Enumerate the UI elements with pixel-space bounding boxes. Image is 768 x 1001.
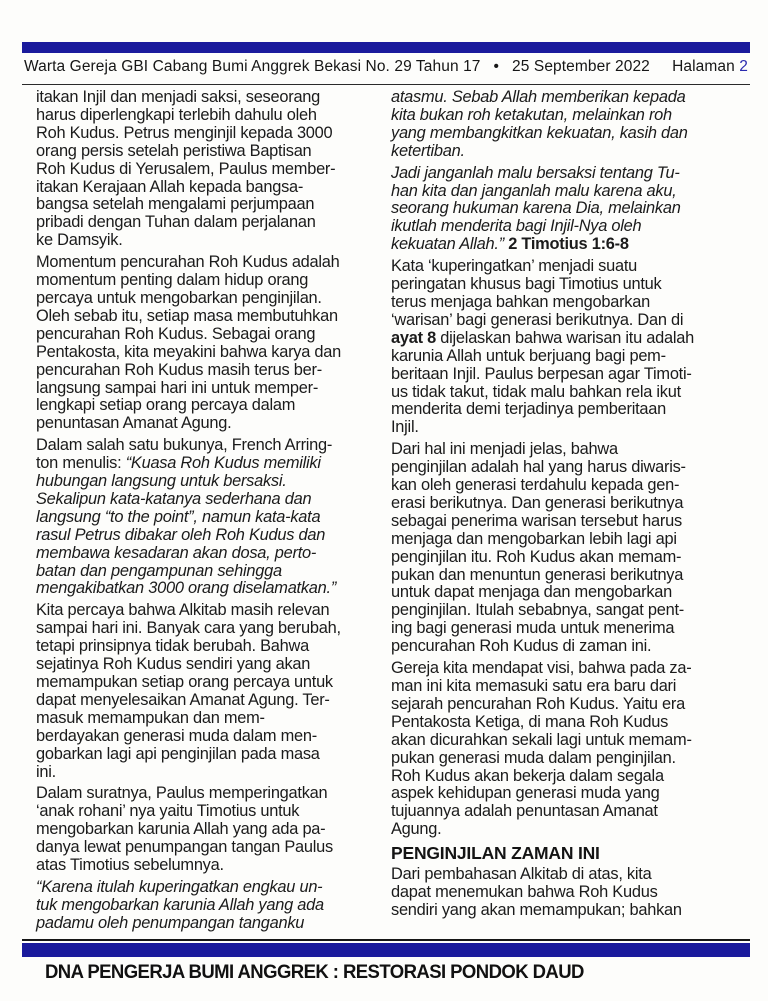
text-segment: ayat 8 — [391, 328, 436, 347]
text-segment: itakan Injil dan menjadi saksi, seseorang harus diperlengkapi terlebih dahulu oleh Roh Kudus. Petrus menginjil kepada 3000 orang persis setelah peristiwa Baptisan Roh Kudus di Yerusalem, Paulus member- itakan Kerajaan Allah kepada bangsa- bangsa setelah mengalami perjumpaan pribadi dengan Tuhan dalam perjalanan ke Damsyik. — [36, 88, 336, 250]
page-number: 2 — [739, 58, 748, 75]
footer-accent-bar — [22, 943, 750, 957]
paragraph — [36, 602, 377, 781]
paragraph — [36, 879, 377, 933]
paragraph — [391, 258, 746, 437]
column-left — [36, 89, 377, 937]
paragraph — [391, 441, 746, 656]
text-segment: Momentum pencurahan Roh Kudus adalah momentum penting dalam hidup orang percaya untuk mengobarkan penginjilan. Oleh sebab itu, setiap masa membutuhkan pencurahan Roh Kudus. Sebagai orang Pentakosta, kita meyakini bahwa karya dan pencurahan Roh Kudus masih terus ber- langsung sampai hari ini untuk memper- lengkapi setiap orang percaya dalam penuntasan Amanat Agung. — [36, 253, 341, 433]
paragraph — [36, 254, 377, 433]
text-segment: atasmu. Sebab Allah memberikan kepada kita bukan roh ketakutan, melainkan roh yang membangkitkan kekuatan, kasih dan ketertiban. — [391, 88, 688, 160]
text-segment: Jadi janganlah malu bersaksi tentang Tu- han kita dan janganlah malu karena aku, seorang hukuman karena Dia, melainkan ikutlah menderita bagi Injil-Nya oleh kekuatan Allah.” — [391, 163, 681, 254]
header-left — [24, 58, 650, 76]
bullet-separator: • — [493, 58, 500, 75]
text-segment: “Kuasa Roh Kudus memiliki hubungan langsung untuk bersaksi. Sekalipun kata-katanya sederhana dan langsung “to the point”, namun kata-kata rasul Petrus dibakar oleh Roh Kudus dan membawa kesadaran akan dosa, perto- batan dan pengampunan sehingga mengakibatkan 3000 orang diselamatkan.” — [36, 454, 337, 598]
footer-divider — [22, 939, 750, 941]
section-heading-penginjilan-zaman-ini — [391, 843, 746, 863]
column-right — [391, 89, 746, 937]
text-segment: Dalam suratnya, Paulus memperingatkan ‘anak rohani’ nya yaitu Timotius untuk mengobarkan karunia Allah yang ada pa- danya lewat penumpangan tangan Paulus atas Timotius sebelumnya. — [36, 784, 333, 875]
paragraph — [391, 89, 746, 161]
text-segment: Dari pembahasan Alkitab di atas, kita dapat menemukan bahwa Roh Kudus sendiri yang akan memampukan; bahkan — [391, 865, 682, 919]
paragraph — [391, 866, 746, 920]
text-segment: Kita percaya bahwa Alkitab masih relevan sampai hari ini. Banyak cara yang berubah, tetapi prinsipnya tidak berubah. Bahwa sejatinya Roh Kudus sendiri yang akan memampukan setiap orang percaya untuk dapat menyelesaikan Amanat Agung. Ter- masuk memampukan dan mem- berdayakan generasi muda dalam men- gobarkan lagi api penginjilan pada masa ini. — [36, 601, 341, 781]
issue-date: 25 September 2022 — [512, 58, 650, 75]
text-segment: PENGINJILAN ZAMAN INI — [391, 843, 600, 864]
paragraph — [391, 660, 746, 839]
text-segment: 2 Timotius 1:6-8 — [508, 235, 629, 254]
text-segment: Dalam salah satu bukunya, French Arring- ton menulis: — [36, 436, 333, 473]
top-accent-bar — [22, 42, 750, 53]
paragraph — [36, 437, 377, 598]
text-segment: Kata ‘kuperingatkan’ menjadi suatu peringatan khusus bagi Timotius untuk terus menjaga bahkan mengobarkan ‘warisan’ bagi generasi berikutnya. Dan di — [391, 257, 684, 329]
paragraph — [391, 165, 746, 255]
page-header — [24, 58, 748, 76]
paragraph — [36, 89, 377, 250]
page-number-label: Halaman — [672, 58, 735, 75]
header-divider — [22, 84, 750, 85]
text-segment: dijelaskan bahwa warisan itu adalah karunia Allah untuk berjuang bagi pem- beritaan Injil. Paulus berpesan agar Timoti- us tidak takut, tidak malu bahkan rela ikut menderita demi terjadinya pemberitaan Injil. — [391, 328, 694, 437]
newsletter-title: Warta Gereja GBI Cabang Bumi Anggrek Bekasi No. 29 Tahun 17 — [24, 58, 481, 75]
paragraph — [36, 785, 377, 875]
text-segment: Dari hal ini menjadi jelas, bahwa penginjilan adalah hal yang harus diwaris- kan oleh generasi terdahulu kepada gen- erasi berikutnya. Dan generasi berikutnya sebagai penerima warisan tersebut harus menjaga dan mengobarkan lebih lagi api penginjilan itu. Roh Kudus akan memam- pukan dan menuntun generasi berikutnya untuk dapat menjaga dan mengobarkan penginjilan. Itulah sebabnya, sangat pent- ing bagi generasi muda untuk menerima pencurahan Roh Kudus di zaman ini. — [391, 440, 686, 656]
text-segment: Gereja kita mendapat visi, bahwa pada za- man ini kita memasuki satu era baru dari sejarah pencurahan Roh Kudus. Yaitu era Pentakosta Ketiga, di mana Roh Kudus akan dicurahkan sekali lagi untuk memam- pukan generasi muda dalam penginjilan. Roh Kudus akan bekerja dalam segala aspek kehidupan generasi muda yang tujuannya adalah penuntasan Amanat Agung. — [391, 659, 692, 839]
article-body — [36, 89, 746, 937]
page-number-group — [672, 58, 748, 76]
text-segment: “Karena itulah kuperingatkan engkau un- tuk mengobarkan karunia Allah yang ada padamu oleh penumpangan tanganku — [36, 877, 324, 932]
footer-slogan: DNA PENGERJA BUMI ANGGREK : RESTORASI PONDOK DAUD — [45, 961, 584, 983]
